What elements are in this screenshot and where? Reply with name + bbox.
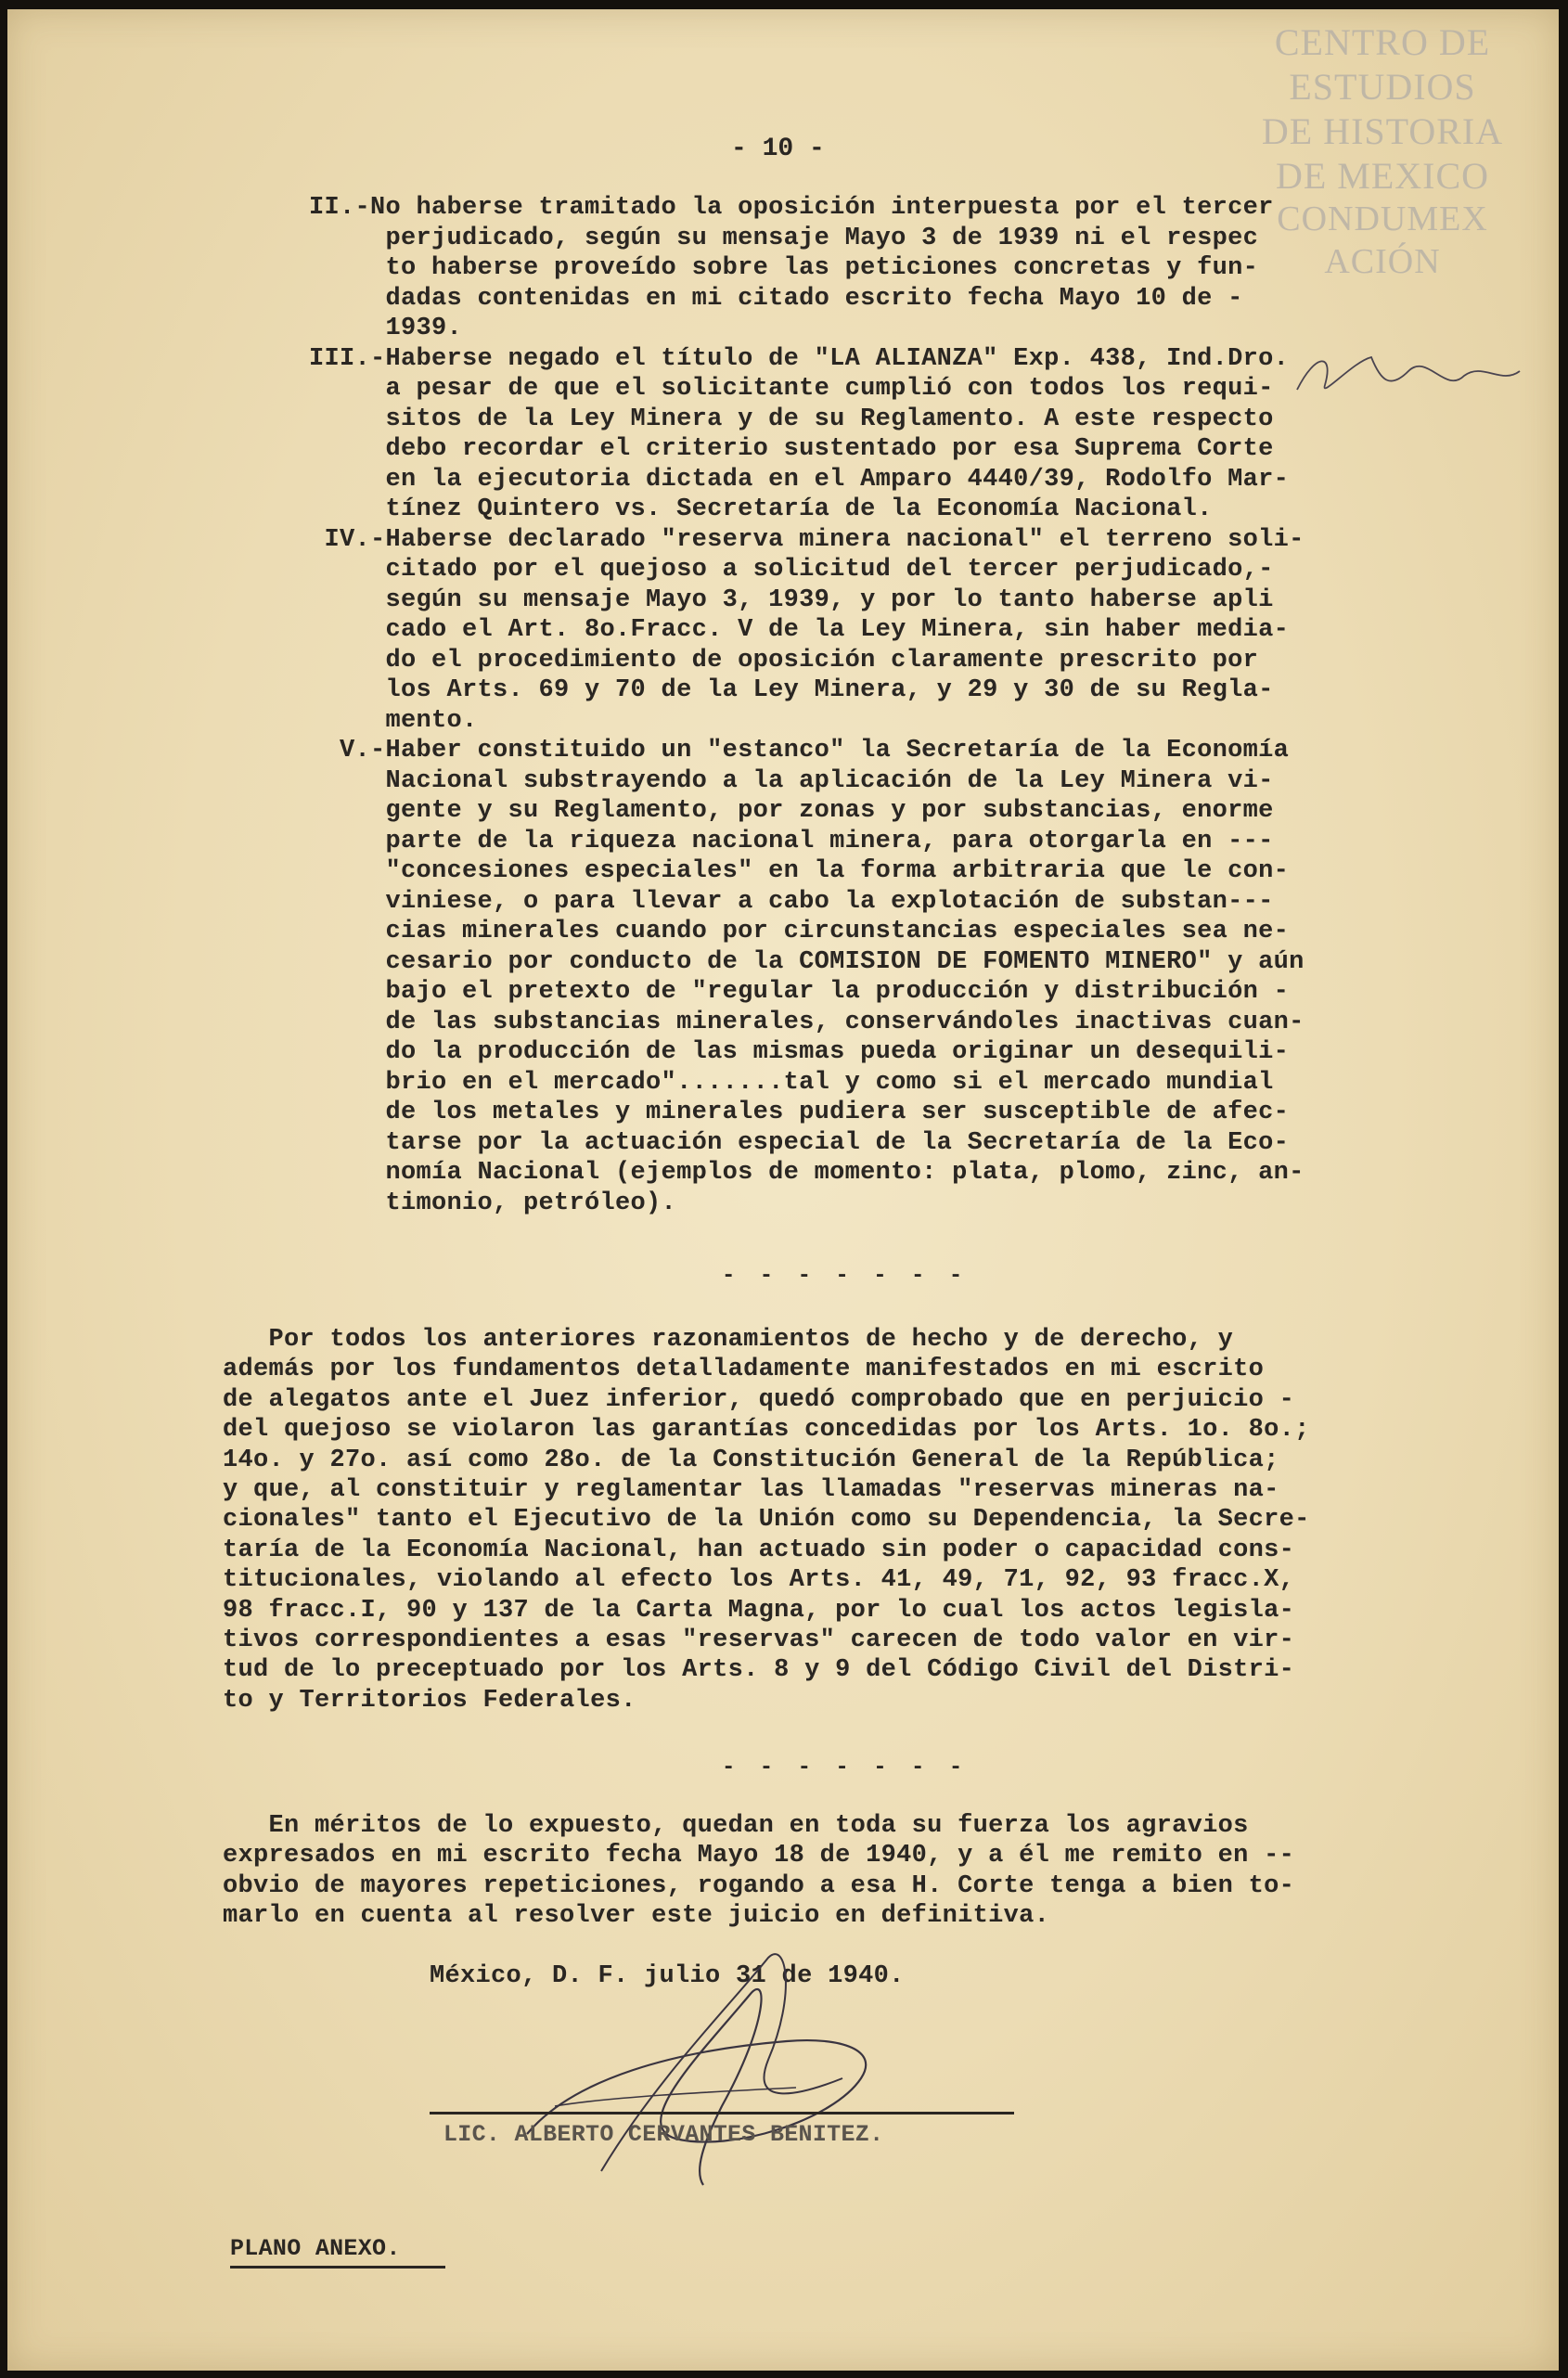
text-line: tínez Quintero vs. Secretaría de la Economía Nacional. xyxy=(309,495,1213,523)
text-line: titucionales, violando al efecto los Arts. 41, 49, 71, 92, 93 fracc.X, xyxy=(223,1566,1295,1595)
text-line: parte de la riqueza nacional minera, para otorgarla en --- xyxy=(309,827,1274,855)
text-line: los Arts. 69 y 70 de la Ley Minera, y 29 y 30 de su Regla- xyxy=(309,676,1274,704)
place-date: México, D. F. julio 31 de 1940. xyxy=(430,1962,905,1990)
text-line: timonio, petróleo). xyxy=(309,1189,677,1217)
text-line: cionales" tanto el Ejecutivo de la Unión como su Dependencia, la Secre- xyxy=(223,1506,1310,1535)
watermark-line: DE HISTORIA xyxy=(1261,110,1504,152)
text-line: debo recordar el criterio sustentado por esa Suprema Corte xyxy=(309,435,1274,463)
text-line: de los metales y minerales pudiera ser susceptible de afec- xyxy=(309,1099,1290,1126)
text-line: tud de lo preceptuado por los Arts. 8 y 9 del Código Civil del Distri- xyxy=(223,1656,1295,1685)
text-line: expresados en mi escrito fecha Mayo 18 de 1940, y a él me remito en -- xyxy=(223,1842,1295,1870)
text-line: según su mensaje Mayo 3, 1939, y por lo tanto haberse apli xyxy=(309,585,1274,614)
text-line: perjudicado, según su mensaje Mayo 3 de 1939 ni el respec xyxy=(309,224,1259,252)
text-line: citado por el quejoso a solicitud del tercer perjudicado,- xyxy=(309,556,1274,584)
text-line: cado el Art. 8o.Fracc. V de la Ley Minera, sin haber media- xyxy=(309,616,1290,644)
text-line: y que, al constituir y reglamentar las llamadas "reservas mineras na- xyxy=(223,1476,1279,1504)
text-line: mento. xyxy=(309,706,478,735)
text-line: bajo el pretexto de "regular la producción y distribución - xyxy=(309,978,1290,1006)
text-line: de las substancias minerales, conservándoles inactivas cuan- xyxy=(309,1008,1305,1036)
annex-note: PLANO ANEXO. xyxy=(230,2235,401,2262)
separator: - - - - - - - xyxy=(722,1264,969,1289)
text-line: de alegatos ante el Juez inferior, quedó comprobado que en perjuicio - xyxy=(223,1385,1295,1414)
text-line: taría de la Economía Nacional, han actuado sin poder o capacidad cons- xyxy=(223,1536,1295,1564)
text-line: V.-Haber constituido un "estanco" la Secretaría de la Economía xyxy=(309,737,1290,765)
text-line: gente y su Reglamento, por zonas y por substancias, enorme xyxy=(309,797,1274,825)
text-line: II.-No haberse tramitado la oposición interpuesta por el tercer xyxy=(309,194,1274,222)
text-line: tarse por la actuación especial de la Secretaría de la Eco- xyxy=(309,1128,1290,1157)
archive-watermark xyxy=(1225,20,1540,283)
text-line: cesario por conducto de la COMISION DE FOMENTO MINERO" y aún xyxy=(309,947,1305,976)
handwritten-initials xyxy=(1288,343,1529,408)
text-line: Nacional substrayendo a la aplicación de la Ley Minera vi- xyxy=(309,766,1274,795)
text-line: tivos correspondientes a esas "reservas" carecen de todo valor en vir- xyxy=(223,1626,1295,1654)
text-line: nomía Nacional (ejemplos de momento: plata, plomo, zinc, an- xyxy=(309,1159,1305,1187)
text-line: marlo en cuenta al resolver este juicio en definitiva. xyxy=(223,1902,1050,1931)
text-line: IV.-Haberse declarado "reserva minera nacional" el terreno soli- xyxy=(309,525,1305,554)
text-line: 14o. y 27o. así como 28o. de la Constitución General de la República; xyxy=(223,1446,1279,1474)
watermark-line: DE MEXICO xyxy=(1275,155,1490,197)
text-line: "concesiones especiales" en la forma arbitraria que le con- xyxy=(309,857,1290,885)
page-number: - 10 - xyxy=(731,135,825,163)
text-line: do la producción de las mismas pueda originar un desequili- xyxy=(309,1038,1290,1066)
handwritten-signature xyxy=(490,1939,1009,2199)
text-line: viniese, o para llevar a cabo la explotación de substan--- xyxy=(309,887,1274,916)
text-line: 1939. xyxy=(309,315,463,342)
text-line: III.-Haberse negado el título de "LA ALIANZA" Exp. 438, Ind.Dro. xyxy=(309,344,1290,373)
watermark-line: CONDUMEX ACIÓN xyxy=(1277,199,1488,281)
signature-line xyxy=(430,2112,1014,2114)
signatory-name: LIC. ALBERTO CERVANTES BENITEZ. xyxy=(443,2121,884,2148)
text-line: Por todos los anteriores razonamientos de hecho y de derecho, y xyxy=(223,1326,1234,1354)
text-line: a pesar de que el solicitante cumplió con todos los requi- xyxy=(309,375,1274,403)
annex-underline xyxy=(230,2266,445,2269)
text-line: 98 fracc.I, 90 y 137 de la Carta Magna, por lo cual los actos legisla- xyxy=(223,1596,1295,1625)
text-line: cias minerales cuando por circunstancias especiales sea ne- xyxy=(309,918,1290,945)
text-line: to haberse proveído sobre las peticiones concretas y fun- xyxy=(309,254,1259,282)
text-line: brio en el mercado".......tal y como si el mercado mundial xyxy=(309,1068,1274,1097)
text-line: en la ejecutoria dictada en el Amparo 4440/39, Rodolfo Mar- xyxy=(309,465,1290,494)
text-line: del quejoso se violaron las garantías concedidas por los Arts. 1o. 8o.; xyxy=(223,1416,1310,1445)
watermark-line: ESTUDIOS xyxy=(1289,66,1476,108)
text-line: to y Territorios Federales. xyxy=(223,1686,636,1715)
text-line: además por los fundamentos detalladamente manifestados en mi escrito xyxy=(223,1356,1265,1384)
text-line: En méritos de lo expuesto, quedan en toda su fuerza los agravios xyxy=(223,1812,1249,1840)
document-page xyxy=(7,9,1559,2371)
separator: - - - - - - - xyxy=(722,1755,969,1780)
text-line: do el procedimiento de oposición claramente prescrito por xyxy=(309,646,1259,675)
text-line: sitos de la Ley Minera y de su Reglamento. A este respecto xyxy=(309,405,1274,433)
text-line: obvio de mayores repeticiones, rogando a esa H. Corte tenga a bien to- xyxy=(223,1871,1295,1900)
text-line: dadas contenidas en mi citado escrito fecha Mayo 10 de - xyxy=(309,284,1243,313)
watermark-line: CENTRO DE xyxy=(1274,21,1491,63)
